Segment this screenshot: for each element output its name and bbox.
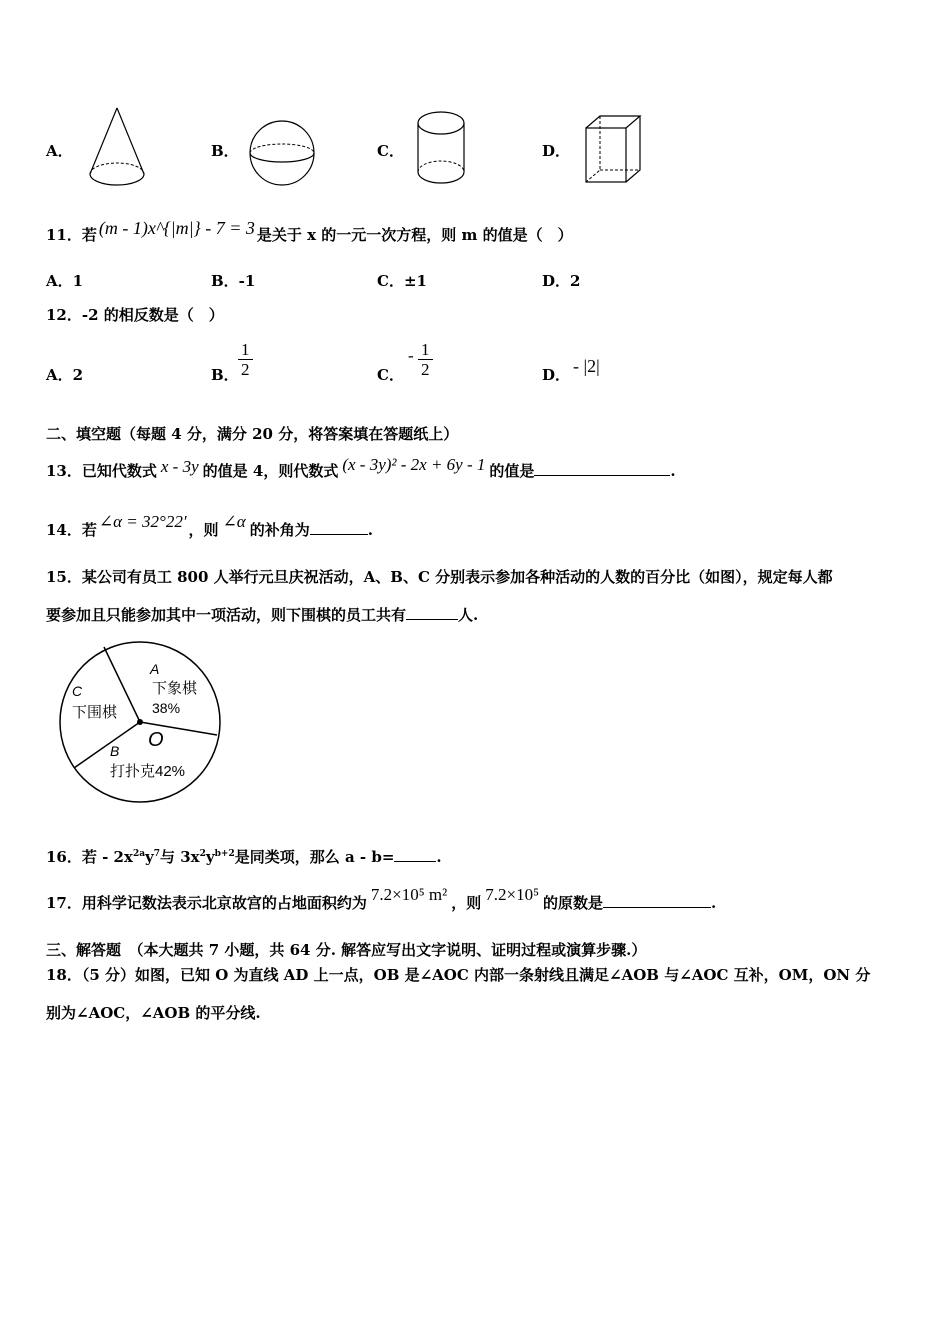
pie-b-letter: B bbox=[110, 743, 120, 759]
q17-text-2: ，则 bbox=[451, 894, 482, 912]
question-16 bbox=[46, 846, 442, 867]
q18-line-1: 18．（5 分）如图，已知 O 为直线 AD 上一点，OB 是∠AOC 内部一条射线且满足∠AOB 与∠AOC 互补，OM，ON 分 bbox=[46, 966, 871, 984]
q17-expr-1: 7.2×10⁵ m² bbox=[370, 885, 448, 904]
q17-number: 17． bbox=[46, 894, 82, 912]
q13-number: 13． bbox=[46, 462, 82, 480]
section-2-title: 二、填空题（每题 4 分，满分 20 分，将答案填在答题纸上） bbox=[46, 425, 459, 443]
q13-text-1: 已知代数式 bbox=[81, 462, 157, 480]
q16-sup-2: 7 bbox=[153, 849, 161, 859]
q12-option-a: A．2 bbox=[46, 366, 84, 384]
q15-line-2-text: 要参加且只能参加其中一项活动，则下围棋的员工共有 bbox=[46, 606, 407, 624]
q14-end: . bbox=[367, 521, 373, 539]
question-12 bbox=[46, 304, 224, 325]
pie-b-name: 打扑克42% bbox=[110, 763, 186, 780]
q11-option-c: C．±1 bbox=[377, 272, 427, 290]
question-13 bbox=[46, 455, 676, 481]
q16-sup-3: 2 bbox=[199, 849, 206, 859]
q16-text-1: 若 - 2x bbox=[81, 848, 133, 866]
q11-formula: (m - 1)x^{|m|} - 7 = 3 bbox=[98, 218, 255, 238]
q15-line-1: 15．某公司有员工 800 人举行元旦庆祝活动，A、B、C 分别表示参加各种活动的人数的百分比（如图），规定每人都 bbox=[46, 568, 833, 586]
q11-option-b: B．-1 bbox=[211, 272, 256, 290]
q16-sup-1: 2a bbox=[132, 849, 146, 859]
activity-pie-chart bbox=[52, 636, 232, 812]
q13-answer-blank bbox=[534, 461, 670, 476]
q11-option-d: D．2 bbox=[542, 272, 581, 290]
question-11 bbox=[46, 218, 573, 245]
q12-option-b-fraction bbox=[238, 340, 253, 379]
q13-end: . bbox=[670, 462, 676, 480]
q17-answer-blank bbox=[603, 893, 711, 908]
q17-expr-2: 7.2×10⁵ bbox=[485, 885, 540, 904]
q15-line-2-end: 人. bbox=[458, 606, 479, 624]
q13-expr-1: x - 3y bbox=[160, 457, 199, 476]
section-3-title: 三、解答题 （本大题共 7 小题，共 64 分. 解答应写出文字说明、证明过程或演算步骤.） bbox=[46, 941, 647, 959]
question-17 bbox=[46, 885, 717, 913]
q17-text-1: 用科学记数法表示北京故宫的占地面积约为 bbox=[81, 894, 367, 912]
option-b-label: B． bbox=[211, 142, 239, 160]
pie-divider-bc bbox=[74, 722, 140, 768]
question-14 bbox=[46, 512, 373, 540]
q12-text: -2 的相反数是（ ） bbox=[81, 306, 224, 324]
q16-text-2: y bbox=[145, 848, 154, 866]
sphere-icon bbox=[248, 118, 318, 188]
q12-option-c-sign: - bbox=[408, 346, 414, 365]
q16-number: 16． bbox=[46, 848, 82, 866]
q16-end: . bbox=[436, 848, 442, 866]
cylinder-icon bbox=[414, 106, 468, 190]
option-d-label: D． bbox=[542, 142, 571, 160]
q14-text-1: 若 bbox=[81, 521, 97, 539]
pie-center-label: O bbox=[148, 729, 164, 751]
q18-line-2: 别为∠AOC，∠AOB 的平分线. bbox=[46, 1004, 261, 1022]
q14-text-2: ，则 bbox=[188, 521, 219, 539]
q11-number: 11． bbox=[46, 226, 82, 244]
q16-text-3: 与 3x bbox=[160, 848, 200, 866]
option-a-label: A． bbox=[46, 142, 73, 160]
q12-option-d-expr: - |2| bbox=[573, 356, 600, 376]
q17-text-3: 的原数是 bbox=[543, 894, 604, 912]
q16-answer-blank bbox=[394, 847, 436, 862]
fraction-numerator: 1 bbox=[238, 340, 253, 360]
pie-c-name: 下围棋 bbox=[72, 704, 118, 721]
pie-a-name: 下象棋 bbox=[152, 680, 198, 697]
q15-line-2 bbox=[46, 604, 478, 625]
q11-suffix: 是关于 x 的一元一次方程，则 m 的值是（ ） bbox=[256, 226, 573, 244]
q14-number: 14． bbox=[46, 521, 82, 539]
q15-answer-blank bbox=[406, 605, 458, 620]
option-c-label: C． bbox=[377, 142, 404, 160]
q14-answer-blank bbox=[310, 520, 368, 535]
q11-option-a: A．1 bbox=[46, 272, 84, 290]
q12-option-b-label: B． bbox=[211, 366, 239, 384]
fraction-denominator: 2 bbox=[241, 360, 250, 379]
q12-number: 12． bbox=[46, 306, 82, 324]
q12-option-c-fraction bbox=[418, 340, 433, 379]
fraction-numerator: 1 bbox=[418, 340, 433, 360]
q16-text-5: 是同类项，那么 a - b= bbox=[234, 848, 395, 866]
q13-text-2: 的值是 4，则代数式 bbox=[202, 462, 339, 480]
cube-icon bbox=[582, 112, 644, 188]
q13-text-3: 的值是 bbox=[489, 462, 535, 480]
pie-c-letter: C bbox=[72, 683, 83, 699]
q11-prefix: 若 bbox=[81, 226, 97, 244]
pie-a-pct: 38% bbox=[152, 700, 181, 716]
fraction-denominator: 2 bbox=[421, 360, 430, 379]
q12-option-d-label: D． bbox=[542, 366, 571, 384]
q17-end: . bbox=[711, 894, 717, 912]
cone-icon bbox=[84, 104, 150, 190]
q14-expr-1: ∠α = 32°22′ bbox=[98, 512, 187, 531]
q12-option-c-label: C． bbox=[377, 366, 404, 384]
q16-text-4: y bbox=[205, 848, 215, 866]
q13-expr-2: (x - 3y)² - 2x + 6y - 1 bbox=[342, 455, 486, 474]
q16-sup-4: b+2 bbox=[214, 849, 235, 859]
q14-expr-2: ∠α bbox=[222, 512, 246, 531]
pie-center-dot bbox=[137, 719, 143, 725]
q14-text-3: 的补角为 bbox=[249, 521, 310, 539]
pie-a-letter: A bbox=[150, 661, 160, 677]
